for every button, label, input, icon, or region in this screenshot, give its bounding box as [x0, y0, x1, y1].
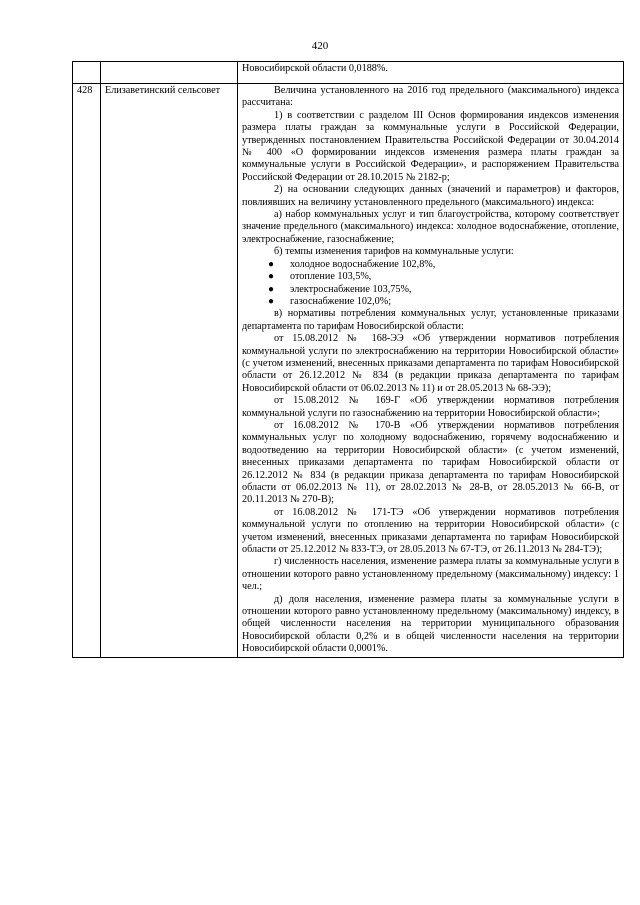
tariff-bullet-list [242, 259, 619, 309]
cell-continuation-text [238, 62, 624, 84]
list-item: ● газоснабжение 102,0%; [268, 295, 392, 307]
row-number: 428 [73, 84, 101, 658]
paragraph-b: б) темпы изменения тарифов на коммунальные услуги: [274, 246, 514, 258]
municipality-name: Елизаветинский сельсовет [101, 84, 238, 658]
paragraph-d: д) доля населения, изменение размера платы за коммунальные услуги в отношении которого равно установленному предельному (максимальному) индексу, в общей численности населения на территории муниципального образования Новосибирской области 0,2% и в общей численности населения на территории Новосибирской области 0,0001%. [242, 593, 619, 655]
cell-name-empty [101, 62, 238, 84]
list-item: ● холодное водоснабжение 102,8%, [268, 258, 436, 270]
paragraph-v: в) нормативы потребления коммунальных услуг, установленные приказами департамента по тарифам Новосибирской области: [242, 308, 619, 332]
paragraph-1: 1) в соответствии с разделом III Основ формирования индексов изменения размера платы граждан за коммунальные услуги в Российской Федерации, утвержденных постановлением Правительства Российской Федерации от 30.04.2014 № 400 «О формировании индексов изменения размера платы граждан за коммунальные услуги в Российской Федерации», и распоряжением Правительства Российской Федерации от 28.10.2015 № 2182-р; [242, 109, 619, 183]
page-number: 420 [311, 40, 329, 52]
paragraph-order-169: от 15.08.2012 № 169-Г «Об утверждении нормативов потребления коммунальной услуги по газоснабжению на территории Новосибирской области»; [242, 395, 619, 419]
calculation-description [238, 84, 624, 658]
paragraph-intro: Величина установленного на 2016 год предельного (максимального) индекса рассчитана: [242, 85, 619, 109]
cell-number-empty [73, 62, 101, 84]
paragraph-a: а) набор коммунальных услуг и тип благоустройства, которому соответствует значение предельного (максимального) индекса: холодное водоснабжение, отопление, электроснабжение, газоснабжение; [242, 209, 619, 245]
list-item: ● электроснабжение 103,75%, [268, 283, 412, 295]
index-table [72, 61, 624, 658]
bullet-icon: ● [268, 295, 275, 307]
paragraph-2: 2) на основании следующих данных (значений и параметров) и факторов, повлиявших на величину установленного предельного (максимального) индекса: [242, 184, 619, 208]
table-row-428 [73, 84, 624, 658]
bullet-icon: ● [268, 258, 275, 270]
paragraph-order-168: от 15.08.2012 № 168-ЭЭ «Об утверждении нормативов потребления коммунальной услуги по электроснабжению на территории Новосибирской области» (с учетом изменений, внесенных приказами департамента по тарифам Новосибирской области от 26.12.2012 № 834 (в редакции приказа департамента по тарифам Новосибирской области от 06.02.2013 № 11) и от 28.05.2013 № 68-ЭЭ); [242, 333, 619, 394]
list-item: ● отопление 103,5%, [268, 271, 372, 283]
bullet-icon: ● [268, 271, 275, 283]
paragraph-order-171: от 16.08.2012 № 171-ТЭ «Об утверждении нормативов потребления коммунальной услуги по отоплению на территории Новосибирской области» (с учетом изменений, внесенных приказами департамента по тарифам Новосибирской области от 25.12.2012 № 833-ТЭ, от 28.05.2013 № 67-ТЭ, от 26.11.2013 № 284-ТЭ); [242, 506, 619, 556]
continuation-text: Новосибирской области 0,0188%. [242, 63, 388, 74]
paragraph-order-170: от 16.08.2012 № 170-В «Об утверждении нормативов потребления коммунальных услуг по холодному водоснабжению, горячему водоснабжению и водоотведению на территории Новосибирской области» (с учетом изменений, внесенных приказами департамента по тарифам Новосибирской области от 26.12.2012 № 834 (в редакции приказа департамента по тарифам Новосибирской области от 06.02.2013 № 11), от 28.02.2013 № 28-В, от 28.05.2013 № 66-В, от 20.11.2013 № 270-В); [242, 419, 619, 506]
bullet-icon: ● [268, 283, 275, 295]
table-row-continuation [73, 62, 624, 84]
paragraph-g: г) численность населения, изменение размера платы за коммунальные услуги в отношении которого равно установленному предельному (максимальному) индексу: 1 чел.; [242, 556, 619, 593]
